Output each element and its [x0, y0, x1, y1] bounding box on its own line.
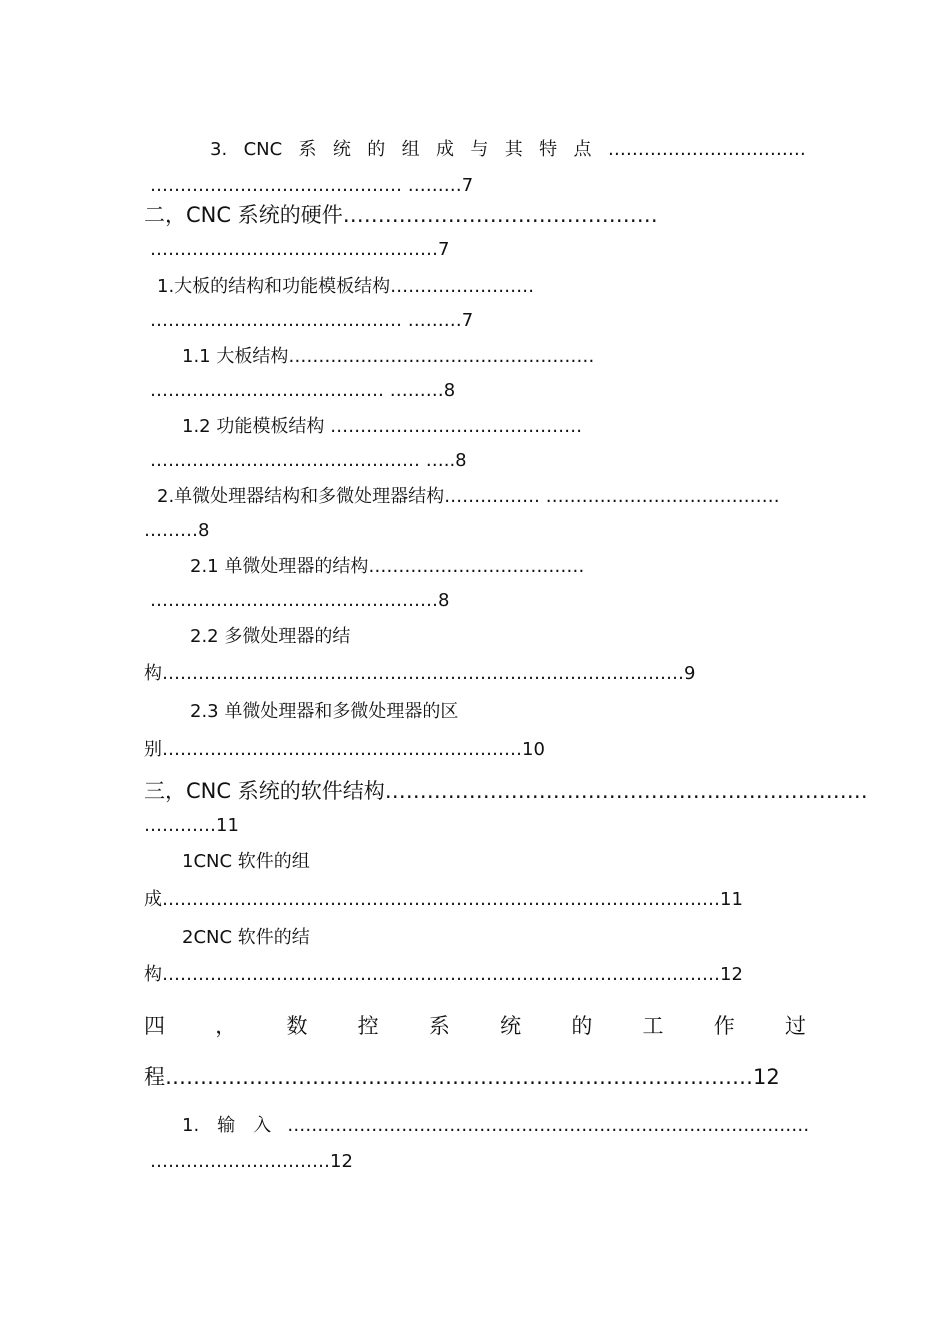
toc-section-2-hardware: 二，CNC 系统的硬件……………………………………… — [144, 203, 658, 227]
toc-entry-continuation: …………11 — [144, 815, 239, 836]
toc-entry-continuation: 构…………………………………………………………………………………12 — [144, 964, 743, 985]
toc-entry-continuation: ……………………………………… …..8 — [150, 450, 467, 471]
toc-text: 3. — [210, 139, 228, 160]
toc-entry-continuation: …………………………………………8 — [150, 590, 450, 611]
toc-entry-2-1-single-processor: 2.1 单微处理器的结构……………………………… — [190, 556, 585, 577]
toc-entry-continuation: ………8 — [144, 520, 210, 541]
toc-entry-3-cnc-composition: 3. CNC 系 统 的 组 成 与 其 特 点 …………………………… — [210, 139, 806, 160]
toc-entry-continuation: …………………………………… ………7 — [150, 175, 474, 196]
toc-entry-continuation: 程…………………………………………………………………………12 — [144, 1065, 780, 1089]
toc-entry-continuation: 别……………………………………………………10 — [144, 739, 545, 760]
toc-entry-1-2-function-module: 1.2 功能模板结构 …………………………………… — [182, 416, 583, 437]
toc-entry-1-software-composition: 1CNC 软件的组 — [182, 851, 310, 872]
toc-entry-2-software-structure: 2CNC 软件的结 — [182, 927, 310, 948]
toc-entry-continuation: …………………………12 — [150, 1151, 353, 1172]
toc-entry-continuation: …………………………………… ………7 — [150, 310, 474, 331]
toc-section-3-software: 三，CNC 系统的软件结构…………………………………………………………… — [144, 779, 868, 803]
toc-entry-1-1-board: 1.1 大板结构…………………………………………… — [182, 346, 595, 367]
toc-entry-1-board-structure: 1.大板的结构和功能模板结构…………………… — [157, 276, 535, 297]
toc-entry-2-3-difference: 2.3 单微处理器和多微处理器的区 — [190, 701, 459, 722]
toc-entry-1-input: 1. 输 入 …………………………………………………………………………… — [182, 1115, 810, 1136]
toc-entry-2-2-multi-processor: 2.2 多微处理器的结 — [190, 626, 351, 647]
toc-entry-continuation: 构……………………………………………………………………………9 — [144, 663, 696, 684]
toc-entry-continuation: …………………………………………7 — [150, 239, 450, 260]
toc-entry-continuation: ………………………………… ………8 — [150, 380, 456, 401]
toc-entry-continuation: 成…………………………………………………………………………………11 — [144, 889, 743, 910]
toc-entry-2-processor-structure: 2.单微处理器结构和多微处理器结构……………. ………………………………… — [157, 486, 780, 507]
toc-section-4-working-process: 四 ， 数 控 系 统 的 工 作 过 — [144, 1014, 806, 1038]
